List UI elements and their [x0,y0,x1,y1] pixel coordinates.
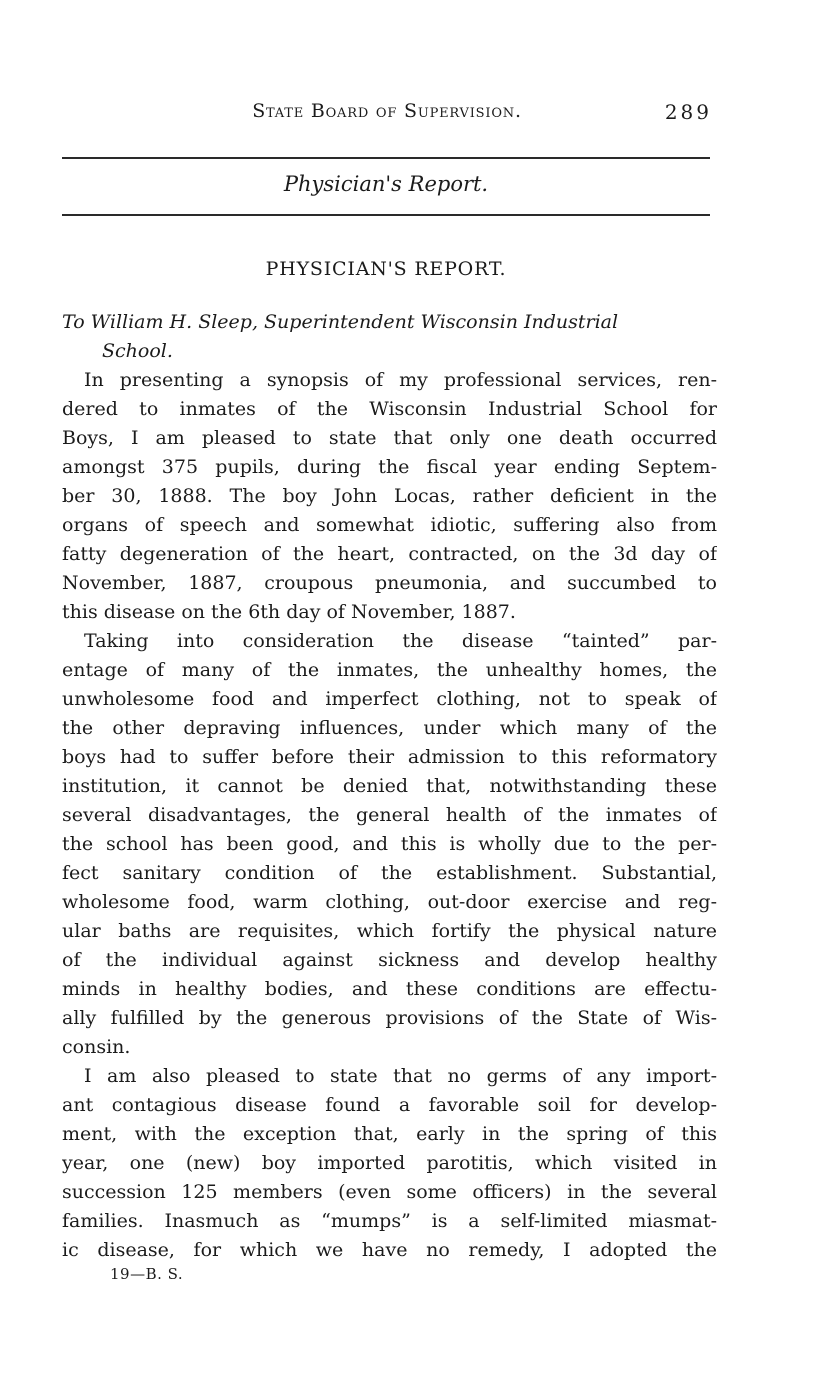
text-line: this disease on the 6th day of November, 1887. [62,601,516,623]
text-line: ular baths are requisites, which fortify the physical nature [62,920,717,942]
salutation-line-1: To William H. Sleep, Superintendent Wisconsin Industrial [62,311,619,333]
text-line: fect sanitary condition of the establishment. Substantial, [62,862,717,884]
text-line: November, 1887, croupous pneumonia, and succumbed to [62,572,717,594]
text-line: boys had to suffer before their admission to this reformatory [62,746,717,768]
section-heading: Physician's Report. [283,172,489,196]
text-line: several disadvantages, the general health of the inmates of [62,804,717,826]
signature-mark: 19—B. S. [110,1265,184,1283]
text-line: ber 30, 1888. The boy John Locas, rather deficient in the [62,485,717,507]
salutation [62,308,717,366]
text-line: consin. [62,1036,131,1058]
text-line: amongst 375 pupils, during the fiscal year ending Septem- [62,456,717,478]
text-line: In presenting a synopsis of my professional services, ren- [84,369,717,391]
running-header [62,100,712,128]
text-line: families. Inasmuch as “mumps” is a self-limited miasmat- [62,1210,717,1232]
text-line: Boys, I am pleased to state that only one death occurred [62,427,717,449]
running-title: State Board of Supervision. [252,100,522,122]
text-line: ally fulfilled by the generous provisions of the State of Wis- [62,1007,717,1029]
text-line: dered to inmates of the Wisconsin Industrial School for [62,398,717,420]
text-line: entage of many of the inmates, the unhealthy homes, the [62,659,717,681]
text-line: organs of speech and somewhat idiotic, suffering also from [62,514,717,536]
report-title: PHYSICIAN'S REPORT. [265,258,507,280]
text-line: institution, it cannot be denied that, notwithstanding these [62,775,717,797]
text-line: succession 125 members (even some officers) in the several [62,1181,717,1203]
text-line: unwholesome food and imperfect clothing, not to speak of [62,688,717,710]
text-line: the school has been good, and this is wholly due to the per- [62,833,717,855]
text-line: wholesome food, warm clothing, out-door exercise and reg- [62,891,717,913]
text-line: the other depraving influences, under which many of the [62,717,717,739]
text-line: I am also pleased to state that no germs of any import- [84,1065,717,1087]
report-body [62,366,717,1265]
text-line: Taking into consideration the disease “tainted” par- [84,630,717,652]
text-line: ic disease, for which we have no remedy, I adopted the [62,1239,717,1261]
page-number: 289 [664,100,712,124]
text-line: ment, with the exception that, early in the spring of this [62,1123,717,1145]
text-line: fatty degeneration of the heart, contracted, on the 3d day of [62,543,717,565]
header-rule-bottom [62,214,710,216]
text-line: year, one (new) boy imported parotitis, which visited in [62,1152,717,1174]
text-line: ant contagious disease found a favorable soil for develop- [62,1094,717,1116]
salutation-line-2: School. [102,340,173,362]
text-line: of the individual against sickness and develop healthy [62,949,717,971]
header-rule-top [62,157,710,159]
text-line: minds in healthy bodies, and these conditions are effectu- [62,978,717,1000]
